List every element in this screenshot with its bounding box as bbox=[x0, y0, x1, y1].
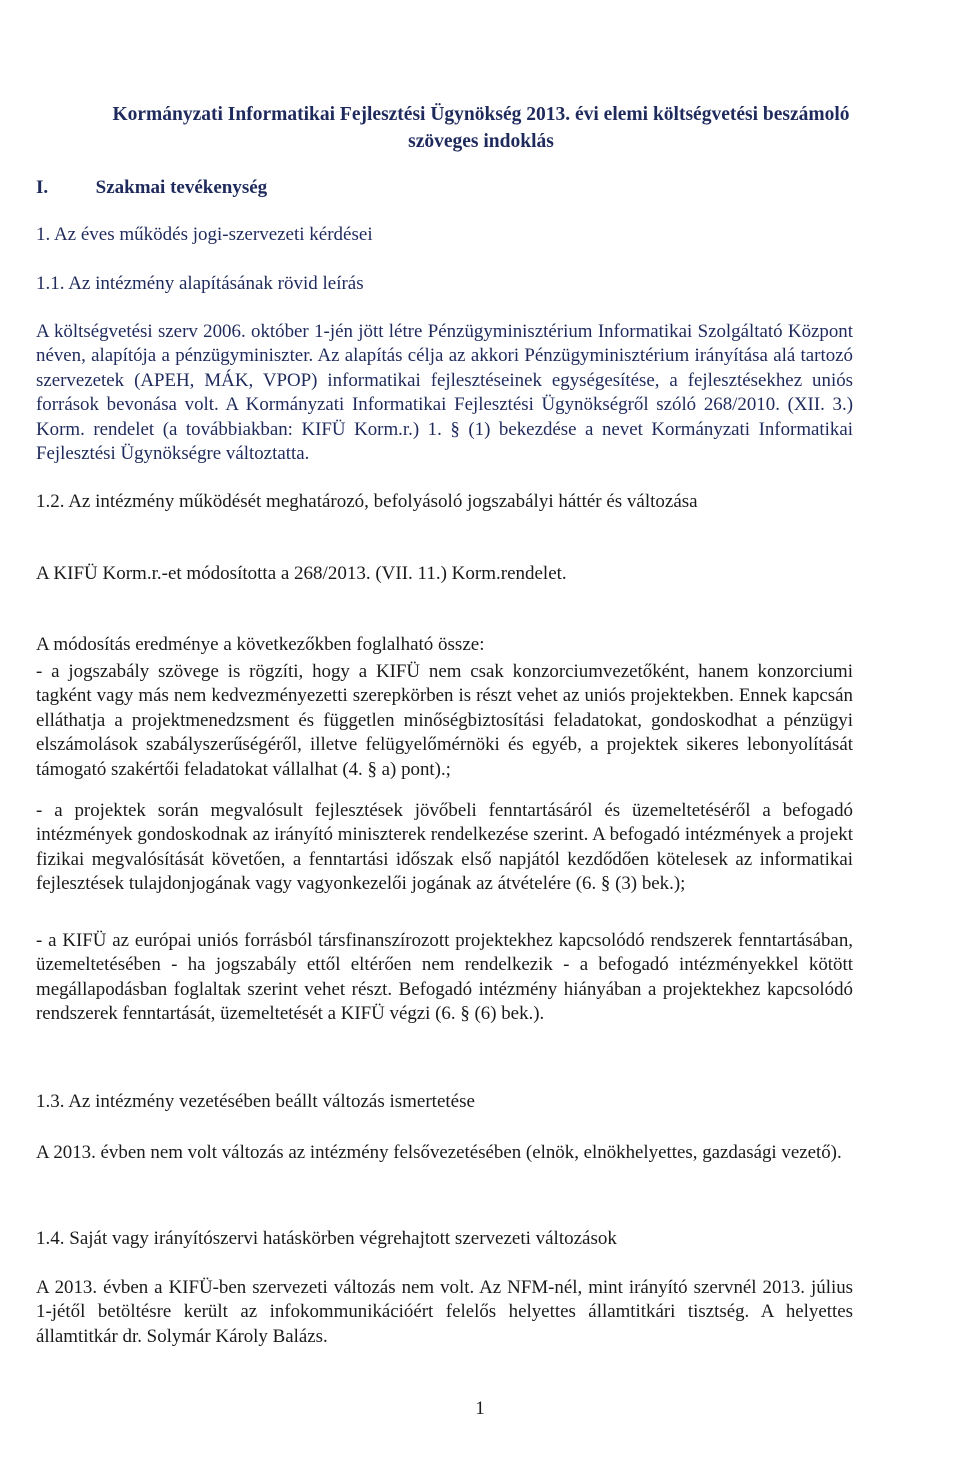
paragraph-1-2-item-3 bbox=[36, 929, 853, 1027]
paragraph-1-2-summary: A módosítás eredménye a következőkben foglalható össze: bbox=[36, 634, 485, 655]
paragraph-1-1 bbox=[36, 320, 853, 466]
heading-1-2: 1.2. Az intézmény működését meghatározó, befolyásoló jogszabályi háttér és változása bbox=[36, 491, 698, 512]
document-subtitle: szöveges indoklás bbox=[408, 131, 554, 152]
heading-1: 1. Az éves működés jogi-szervezeti kérdései bbox=[36, 224, 373, 245]
paragraph-text: - a KIFÜ az európai uniós forrásból társfinanszírozott projektekhez kapcsolódó rendszerek fenntartásában, üzemeltetésében - ha jogszabály ettől eltérően nem rendelkezik - a befogadó intézményekkel kötött megállapodásban foglaltak szerint vehet részt. Befogadó intézmény hiányában a projektekhez kapcsolódó rendszerek fenntartását, üzemeltetését a KIFÜ végzi (6. § (6) bek.). bbox=[36, 930, 853, 1025]
paragraph-text: A 2013. évben nem volt változás az intézmény felsővezetésében (elnök, elnökhelyettes, gazdasági vezető). bbox=[36, 1142, 842, 1163]
heading-1-1: 1.1. Az intézmény alapításának rövid leírás bbox=[36, 273, 364, 294]
heading-1-4: 1.4. Saját vagy irányítószervi hatáskörben végrehajtott szervezeti változások bbox=[36, 1228, 617, 1249]
section-number: I. bbox=[36, 177, 49, 198]
section-heading bbox=[36, 176, 267, 200]
paragraph-text: - a projektek során megvalósult fejlesztések jövőbeli fenntartásáról és üzemeltetéséről a befogadó intézmények gondoskodnak az irányító miniszterek rendelkezése szerint. A befogadó intézmények a projekt fizikai megvalósítását követően, a fenntartási időszak első napjától kezdődően kötelesek az informatikai fejlesztések tulajdonjogának vagy vagyonkezelői jogának az átvételére (6. § (3) bek.); bbox=[36, 800, 853, 895]
paragraph-1-4 bbox=[36, 1276, 853, 1349]
document-title: Kormányzati Informatikai Fejlesztési Ügynökség 2013. évi elemi költségvetési beszámoló bbox=[112, 104, 850, 125]
paragraph-1-2-item-1 bbox=[36, 660, 853, 782]
paragraph-text: A költségvetési szerv 2006. október 1-jén jött létre Pénzügyminisztérium Informatikai Szolgáltató Központ néven, alapítója a pénzügyminiszter. Az alapítás célja az akkori Pénzügyminisztérium irányítása alá tartozó szervezetek (APEH, MÁK, VPOP) informatikai fejlesztéseinek egységesítése, a fejlesztésekhez uniós források bevonása volt. A Kormányzati Informatikai Fejlesztési Ügynökségről szóló 268/2010. (XII. 3.) Korm. rendelet (a továbbiakban: KIFÜ Korm.r.) 1. § (1) bekezdése a nevet Kormányzati Informatikai Fejlesztési Ügynökségre változtatta. bbox=[36, 321, 853, 465]
paragraph-1-2-item-2 bbox=[36, 799, 853, 897]
heading-1-3: 1.3. Az intézmény vezetésében beállt változás ismertetése bbox=[36, 1091, 475, 1112]
page-number: 1 bbox=[475, 1398, 485, 1419]
paragraph-text: A 2013. évben a KIFÜ-ben szervezeti változás nem volt. Az NFM-nél, mint irányító szervnél 2013. július 1-jétől betöltésre került az infokommunikációért felelős helyettes államtitkári tisztség. A helyettes államtitkár dr. Solymár Károly Balázs. bbox=[36, 1277, 853, 1347]
section-label: Szakmai tevékenység bbox=[95, 177, 268, 198]
paragraph-1-2-amendment: A KIFÜ Korm.r.-et módosította a 268/2013. (VII. 11.) Korm.rendelet. bbox=[36, 563, 567, 584]
paragraph-1-3 bbox=[36, 1141, 853, 1165]
paragraph-text: - a jogszabály szövege is rögzíti, hogy a KIFÜ nem csak konzorciumvezetőként, hanem konzorciumi tagként vagy más nem kedvezményezetti szerepkörben is részt vehet az uniós projektekben. Ennek kapcsán elláthatja a projektmenedzsment és független minőségbiztosítási feladatokat, gondoskodhat a pénzügyi elszámolások szabályszerűségéről, illetve felügyelőmérnöki és egyéb, a projektek sikeres lebonyolítását támogató szakértői feladatokat vállalhat (4. § a) pont).; bbox=[36, 661, 853, 780]
